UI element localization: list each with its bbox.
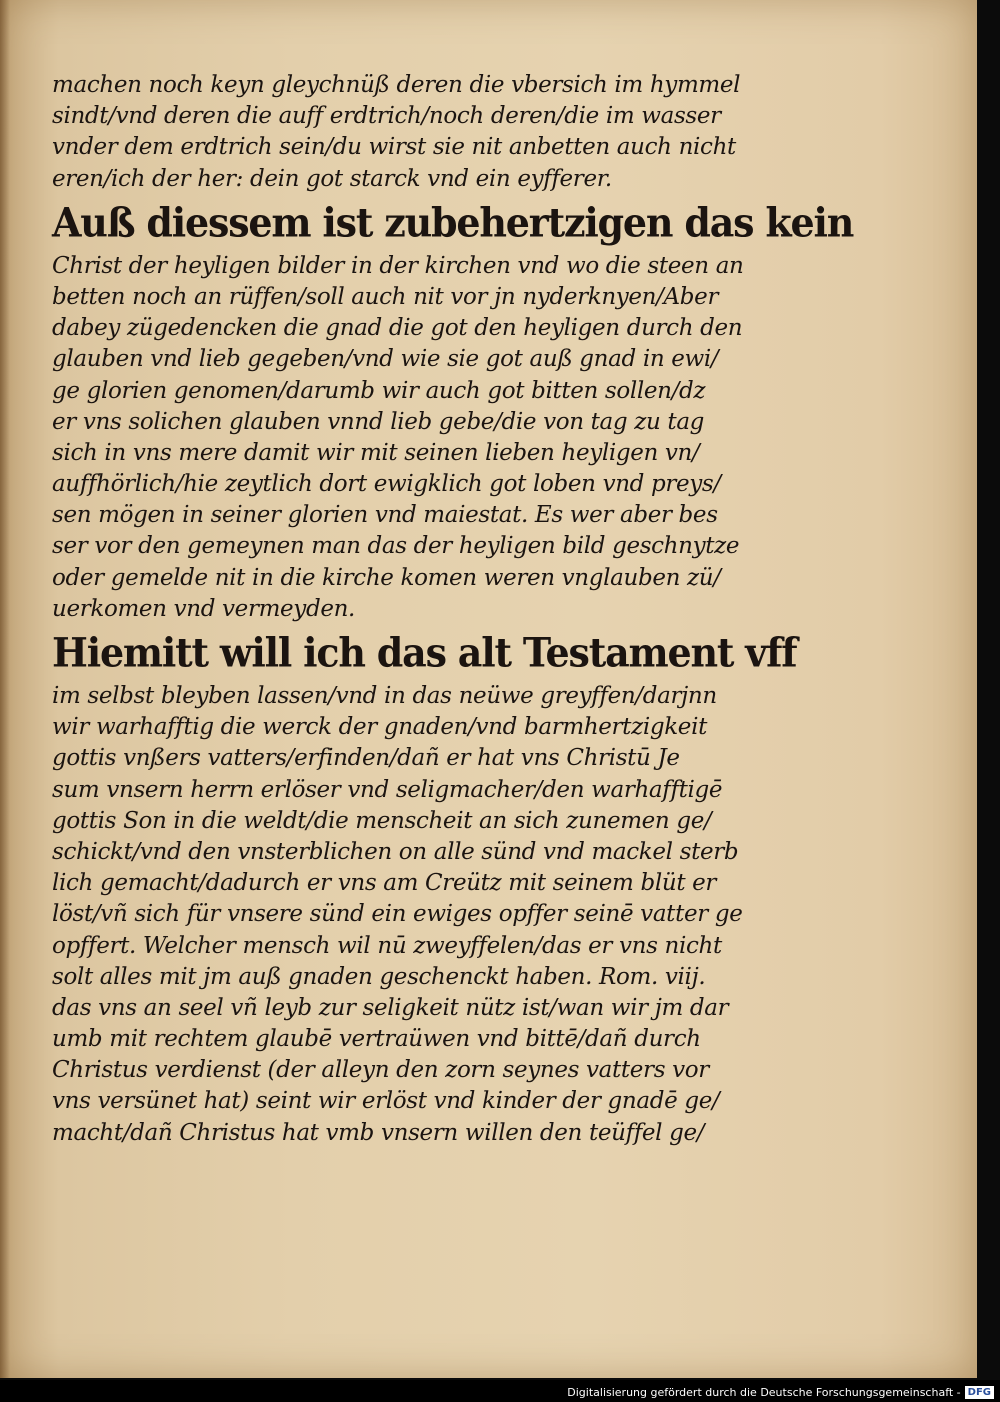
text-line: gottis vnßers vatters/erfinden/dañ er hat vns Christū Je	[52, 745, 680, 772]
text-line: sindt/vnd deren die auff erdtrich/noch deren/die im wasser	[52, 103, 721, 130]
text-line: löst/vñ sich für vnsere sünd ein ewiges opffer seinē vatter ge	[52, 901, 743, 928]
text-line: uerkomen vnd vermeyden.	[52, 595, 356, 622]
text-line: vns versünet hat) seint wir erlöst vnd kinder der gnadē ge/	[52, 1088, 720, 1115]
section-heading: Hiemitt will ich das alt Testament vff	[52, 628, 797, 677]
text-line: oder gemelde nit in die kirche komen weren vnglauben zü/	[52, 564, 721, 591]
text-line: sum vnsern herrn erlöser vnd seligmacher/den warhafftigē	[52, 776, 723, 803]
text-line: umb mit rechtem glaubē vertraüwen vnd bittē/dañ durch	[52, 1026, 701, 1053]
text-line: im selbst bleyben lassen/vnd in das neüwe greyffen/darjnn	[52, 683, 717, 709]
page-text	[52, 70, 854, 1149]
section-heading: Auß diessem ist zubehertzigen das kein	[52, 198, 854, 246]
text-line: Christ der heyligen bilder in der kirchen vnd wo die steen an	[52, 252, 744, 279]
text-line: ge glorien genomen/darumb wir auch got bitten sollen/dz	[52, 377, 706, 404]
text-line: machen noch keyn gleychnüß deren die vbersich im hymmel	[52, 72, 741, 98]
text-line: das vns an seel vñ leyb zur seligkeit nütz ist/wan wir jm dar	[52, 994, 729, 1021]
text-line: vnder dem erdtrich sein/du wirst sie nit anbetten auch nicht	[52, 134, 736, 161]
text-line: gottis Son in die weldt/die menscheit an sich zunemen ge/	[52, 807, 712, 834]
text-line: auffhörlich/hie zeytlich dort ewigklich got loben vnd preys/	[52, 471, 721, 498]
text-line: solt alles mit jm auß gnaden geschenckt haben. Rom. viij.	[52, 963, 706, 990]
text-line: er vns solichen glauben vnnd lieb gebe/die von tag zu tag	[52, 408, 705, 435]
text-line: schickt/vnd den vnsterblichen on alle sünd vnd mackel sterb	[52, 838, 739, 865]
text-line: lich gemacht/dadurch er vns am Creütz mit seinem blüt er	[52, 870, 717, 897]
text-line: wir warhafftig die werck der gnaden/vnd barmhertzigkeit	[52, 714, 707, 741]
text-line: ser vor den gemeynen man das der heyligen bild geschnytze	[52, 533, 740, 560]
text-line: eren/ich der her: dein got starck vnd ein eyfferer.	[52, 165, 612, 192]
text-line: dabey zügedencken die gnad die got den heyligen durch den	[52, 315, 743, 342]
text-line: betten noch an rüffen/soll auch nit vor jn nyderknyen/Aber	[52, 283, 719, 310]
text-line: glauben vnd lieb gegeben/vnd wie sie got auß gnad in ewi/	[52, 346, 719, 373]
dfg-logo: DFG	[965, 1386, 994, 1399]
text-line: opffert. Welcher mensch wil nū zweyffelen/das er vns nicht	[52, 932, 722, 959]
footer-credit: Digitalisierung gefördert durch die Deutsche Forschungsgemeinschaft -	[567, 1385, 961, 1399]
text-line: sich in vns mere damit wir mit seinen lieben heyligen vn/	[52, 439, 700, 466]
text-line: Christus verdienst (der alleyn den zorn seynes vatters vor	[52, 1057, 709, 1084]
text-line: sen mögen in seiner glorien vnd maiestat. Es wer aber bes	[52, 502, 718, 529]
digitization-footer	[567, 1384, 994, 1400]
text-line: macht/dañ Christus hat vmb vnsern willen den teüffel ge/	[52, 1119, 705, 1146]
